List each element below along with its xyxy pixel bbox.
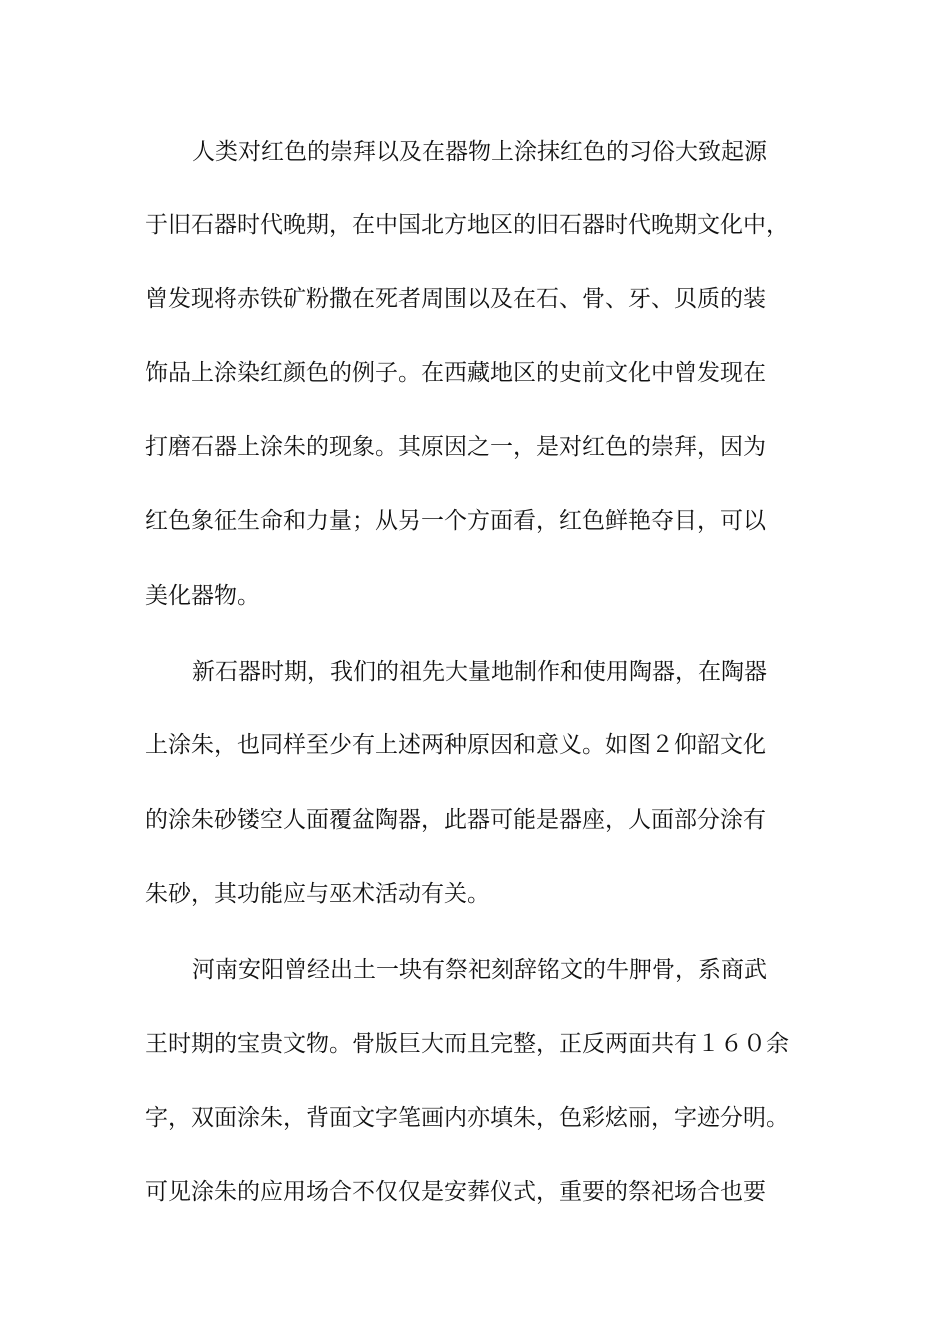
paragraph-1-line-1: 人类对红色的崇拜以及在器物上涂抹红色的习俗大致起源	[192, 139, 767, 165]
paragraph-1-line-5: 打磨石器上涂朱的现象。其原因之一，是对红色的崇拜，因为	[145, 434, 766, 460]
paragraph-3-line-3: 字，双面涂朱，背面文字笔画内亦填朱，色彩炫丽，字迹分明。	[145, 1105, 789, 1131]
paragraph-2-line-4: 朱砂，其功能应与巫术活动有关。	[145, 881, 490, 907]
paragraph-1-line-6: 红色象征生命和力量；从另一个方面看，红色鲜艳夺目，可以	[145, 508, 766, 534]
paragraph-3-line-2: 王时期的宝贵文物。骨版巨大而且完整，正反两面共有１６０余	[145, 1031, 789, 1057]
paragraph-3-line-4: 可见涂朱的应用场合不仅仅是安葬仪式，重要的祭祀场合也要	[145, 1179, 766, 1205]
paragraph-3-line-1: 河南安阳曾经出土一块有祭祀刻辞铭文的牛胛骨，系商武	[192, 957, 767, 983]
paragraph-2-line-2: 上涂朱，也同样至少有上述两种原因和意义。如图２仰韶文化	[145, 732, 766, 758]
paragraph-1-line-3: 曾发现将赤铁矿粉撒在死者周围以及在石、骨、牙、贝质的装	[145, 286, 766, 312]
paragraph-1-line-2: 于旧石器时代晚期，在中国北方地区的旧石器时代晚期文化中，	[145, 212, 789, 238]
paragraph-1-line-7: 美化器物。	[145, 583, 260, 609]
paragraph-1-line-4: 饰品上涂染红颜色的例子。在西藏地区的史前文化中曾发现在	[145, 360, 766, 386]
paragraph-2-line-1: 新石器时期，我们的祖先大量地制作和使用陶器，在陶器	[192, 659, 767, 685]
paragraph-2-line-3: 的涂朱砂镂空人面覆盆陶器，此器可能是器座，人面部分涂有	[145, 807, 766, 833]
